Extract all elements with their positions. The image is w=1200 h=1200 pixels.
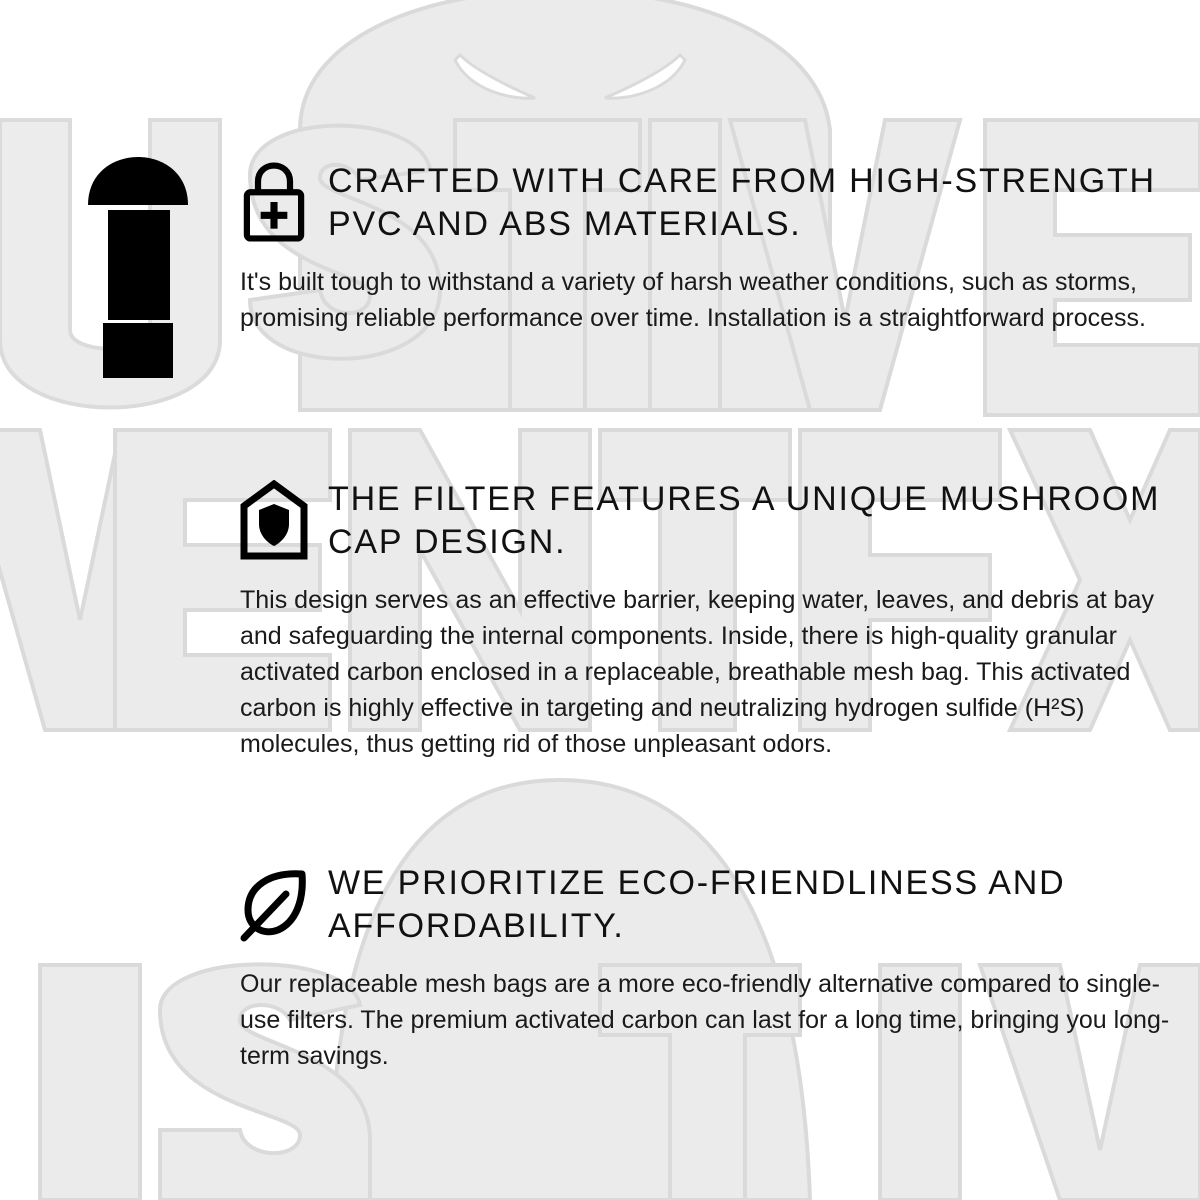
vent-filter-silhouette-icon bbox=[86, 155, 190, 380]
feature-mushroom-cap bbox=[240, 478, 1170, 762]
feature-header bbox=[240, 160, 1170, 246]
feature-description: Our replaceable mesh bags are a more eco-friendly alternative compared to single-use filters. The premium activated carbon can last for a long time, bringing you long-term savings. bbox=[240, 970, 1170, 1070]
lock-plus-icon bbox=[240, 162, 308, 242]
leaf-icon bbox=[240, 864, 308, 944]
feature-description: It's built tough to withstand a variety of harsh weather conditions, such as storms, promising reliable performance over time. Installation is a straightforward process. bbox=[240, 268, 1146, 332]
feature-title: THE FILTER FEATURES A UNIQUE MUSHROOM CAP DESIGN. bbox=[328, 480, 1161, 561]
feature-header bbox=[240, 478, 1170, 564]
feature-materials bbox=[240, 160, 1170, 336]
feature-title: WE PRIORITIZE ECO-FRIENDLINESS AND AFFORDABILITY. bbox=[328, 864, 1066, 945]
feature-eco-friendly bbox=[240, 862, 1170, 1074]
shield-house-icon bbox=[240, 480, 308, 560]
feature-description: This design serves as an effective barrier, keeping water, leaves, and debris at bay and safeguarding the internal components. Inside, there is high-quality granular activated carbon enclosed in a replaceable, breathable mesh bag. This activated carbon is highly effective in targeting and neutralizing hydrogen sulfide (H²S) molecules, thus getting rid of those unpleasant odors. bbox=[240, 586, 1154, 758]
feature-title: CRAFTED WITH CARE FROM HIGH-STRENGTH PVC AND ABS MATERIALS. bbox=[328, 162, 1156, 243]
feature-header bbox=[240, 862, 1170, 948]
